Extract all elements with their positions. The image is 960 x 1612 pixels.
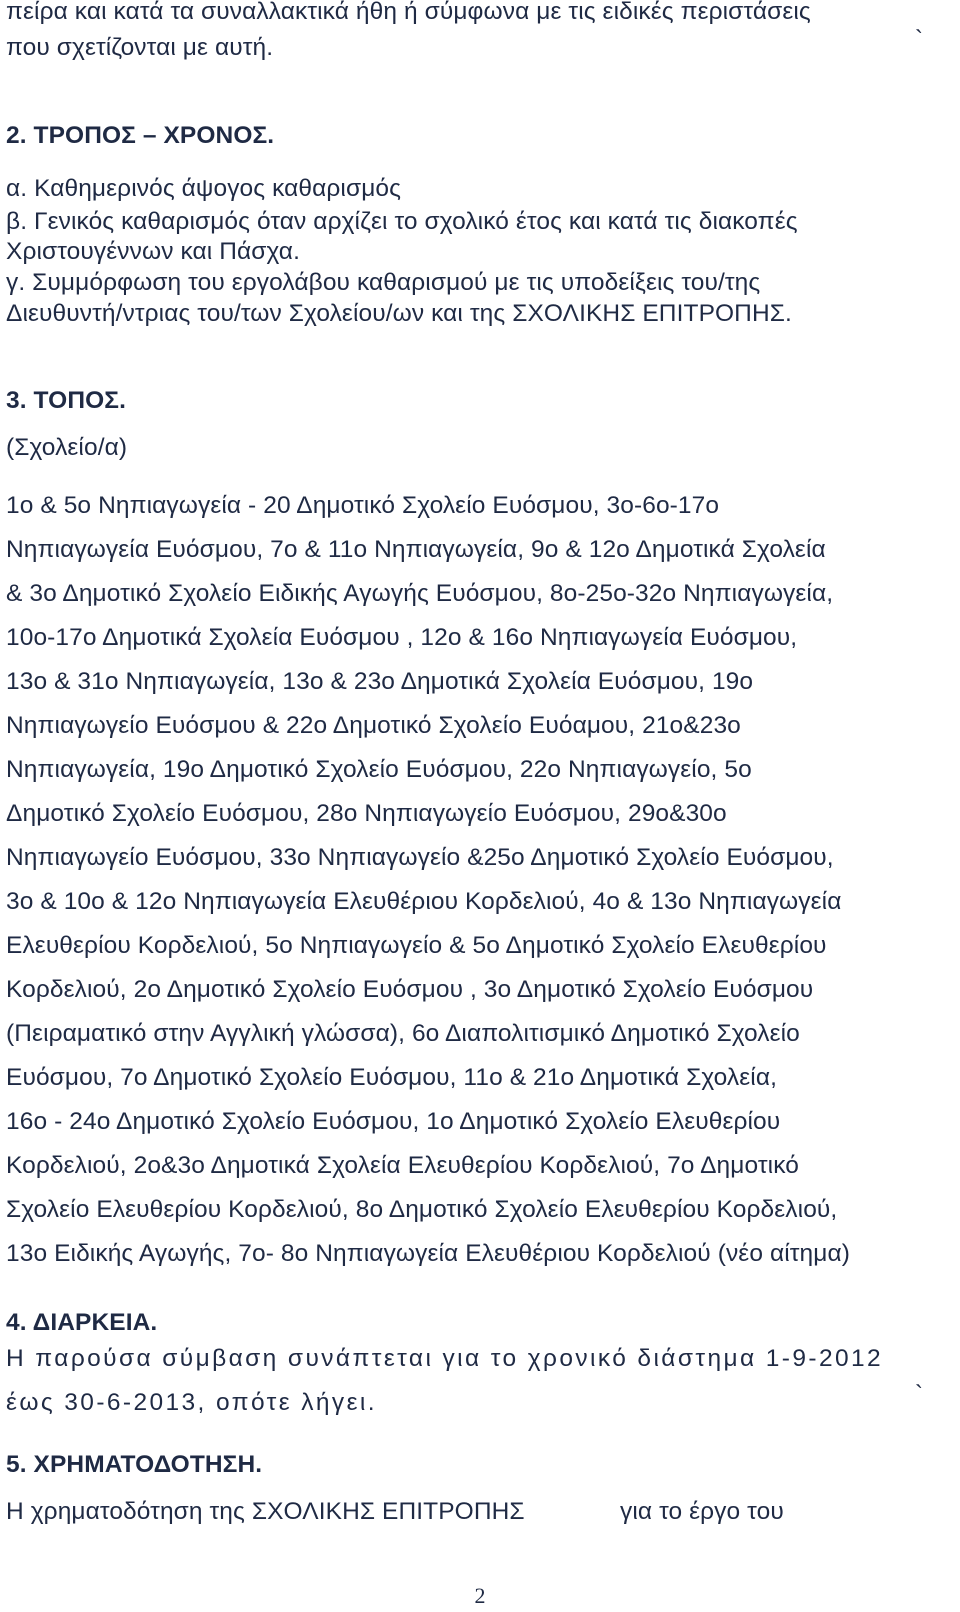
section-3-subheading: (Σχολείο/α) (6, 434, 128, 461)
school-line: Ευόσμου, 7ο Δημοτικό Σχολείο Ευόσμου, 11ο & 21ο Δημοτικά Σχολεία, (6, 1064, 777, 1091)
school-line: 16ο - 24ο Δημοτικό Σχολείο Ευόσμου, 1ο Δημοτικό Σχολείο Ελευθερίου (6, 1108, 781, 1135)
school-line: Δημοτικό Σχολείο Ευόσμου, 28ο Νηπιαγωγείο Ευόσμου, 29ο&30ο (6, 800, 727, 827)
intro-line-2: που σχετίζονται με αυτή. (6, 34, 274, 61)
section-2-item-c-line-2: Διευθυντή/ντριας του/των Σχολείου/ων και της ΣΧΟΛΙΚΗΣ ΕΠΙΤΡΟΠΗΣ. (6, 300, 792, 327)
school-line: (Πειραματικό στην Αγγλική γλώσσα), 6ο Διαπολιτισμικό Δημοτικό Σχολείο (6, 1020, 800, 1047)
school-line: Νηπιαγωγείο Ευόσμου, 33ο Νηπιαγωγείο &25ο Δημοτικό Σχολείο Ευόσμου, (6, 844, 834, 871)
section-2-item-a: α. Καθημερινός άψογος καθαρισμός (6, 175, 402, 202)
section-5-line-1 (6, 1497, 784, 1527)
section-2-item-b-line-1: β. Γενικός καθαρισμός όταν αρχίζει το σχολικό έτος και κατά τις διακοπές (6, 208, 798, 235)
school-line: Νηπιαγωγείο Ευόσμου & 22ο Δημοτικό Σχολείο Ευόαμου, 21ο&23ο (6, 712, 741, 739)
page-number: 2 (474, 1583, 486, 1608)
school-line: 10ο-17ο Δημοτικά Σχολεία Ευόσμου , 12ο & 16ο Νηπιαγωγεία Ευόσμου, (6, 624, 798, 651)
school-line: Κορδελιού, 2ο Δημοτικό Σχολείο Ευόσμου , 3ο Δημοτικό Σχολείο Ευόσμου (6, 976, 814, 1003)
school-line: Κορδελιού, 2ο&3ο Δημοτικά Σχολεία Ελευθερίου Κορδελιού, 7ο Δημοτικό (6, 1152, 799, 1179)
school-line: Ελευθερίου Κορδελιού, 5ο Νηπιαγωγείο & 5ο Δημοτικό Σχολείο Ελευθερίου (6, 932, 827, 959)
school-line: & 3ο Δημοτικό Σχολείο Ειδικής Αγωγής Ευόσμου, 8ο-25ο-32ο Νηπιαγωγεία, (6, 580, 834, 607)
section-2-heading: 2. ΤΡΟΠΟΣ – ΧΡΟΝΟΣ. (6, 122, 275, 149)
section-5-line-1-part-2: για το έργο του (620, 1498, 784, 1525)
section-4-line-2: έως 30-6-2013, οπότε λήγει. (6, 1389, 377, 1416)
intro-line-1: πείρα και κατά τα συναλλακτικά ήθη ή σύμφωνα με τις ειδικές περιστάσεις (6, 0, 811, 25)
school-line: Νηπιαγωγεία Ευόσμου, 7ο & 11ο Νηπιαγωγεία, 9ο & 12ο Δημοτικά Σχολεία (6, 536, 826, 563)
school-line: 13ο Ειδικής Αγωγής, 7ο- 8ο Νηπιαγωγεία Ελευθέριου Κορδελιού (νέο αίτημα) (6, 1240, 851, 1267)
tick-mark-1: ` (915, 26, 923, 53)
section-5-heading: 5. ΧΡΗΜΑΤΟΔΟΤΗΣΗ. (6, 1451, 263, 1478)
section-2-item-b-line-2: Χριστουγέννων και Πάσχα. (6, 238, 300, 265)
school-line: 1ο & 5ο Νηπιαγωγεία - 20 Δημοτικό Σχολείο Ευόσμου, 3ο-6ο-17ο (6, 492, 720, 519)
school-line: 13ο & 31ο Νηπιαγωγεία, 13ο & 23ο Δημοτικά Σχολεία Ευόσμου, 19ο (6, 668, 754, 695)
section-4-line-1: Η παρούσα σύμβαση συνάπτεται για το χρονικό διάστημα 1-9-2012 (6, 1345, 884, 1372)
tick-mark-2: ` (915, 1381, 923, 1408)
school-line: Σχολείο Ελευθερίου Κορδελιού, 8ο Δημοτικό Σχολείο Ελευθερίου Κορδελιού, (6, 1196, 838, 1223)
school-line: Νηπιαγωγεία, 19ο Δημοτικό Σχολείο Ευόσμου, 22ο Νηπιαγωγείο, 5ο (6, 756, 752, 783)
section-2-item-c-line-1: γ. Συμμόρφωση του εργολάβου καθαρισμού με τις υποδείξεις του/της (6, 269, 761, 296)
section-3-heading: 3. ΤΟΠΟΣ. (6, 387, 126, 414)
section-4-heading: 4. ΔΙΑΡΚΕΙΑ. (6, 1309, 158, 1336)
school-line: 3ο & 10ο & 12ο Νηπιαγωγεία Ελευθέριου Κορδελιού, 4ο & 13ο Νηπιαγωγεία (6, 888, 842, 915)
section-5-line-1-part-1: Η χρηματοδότηση της ΣΧΟΛΙΚΗΣ ΕΠΙΤΡΟΠΗΣ (6, 1498, 525, 1525)
